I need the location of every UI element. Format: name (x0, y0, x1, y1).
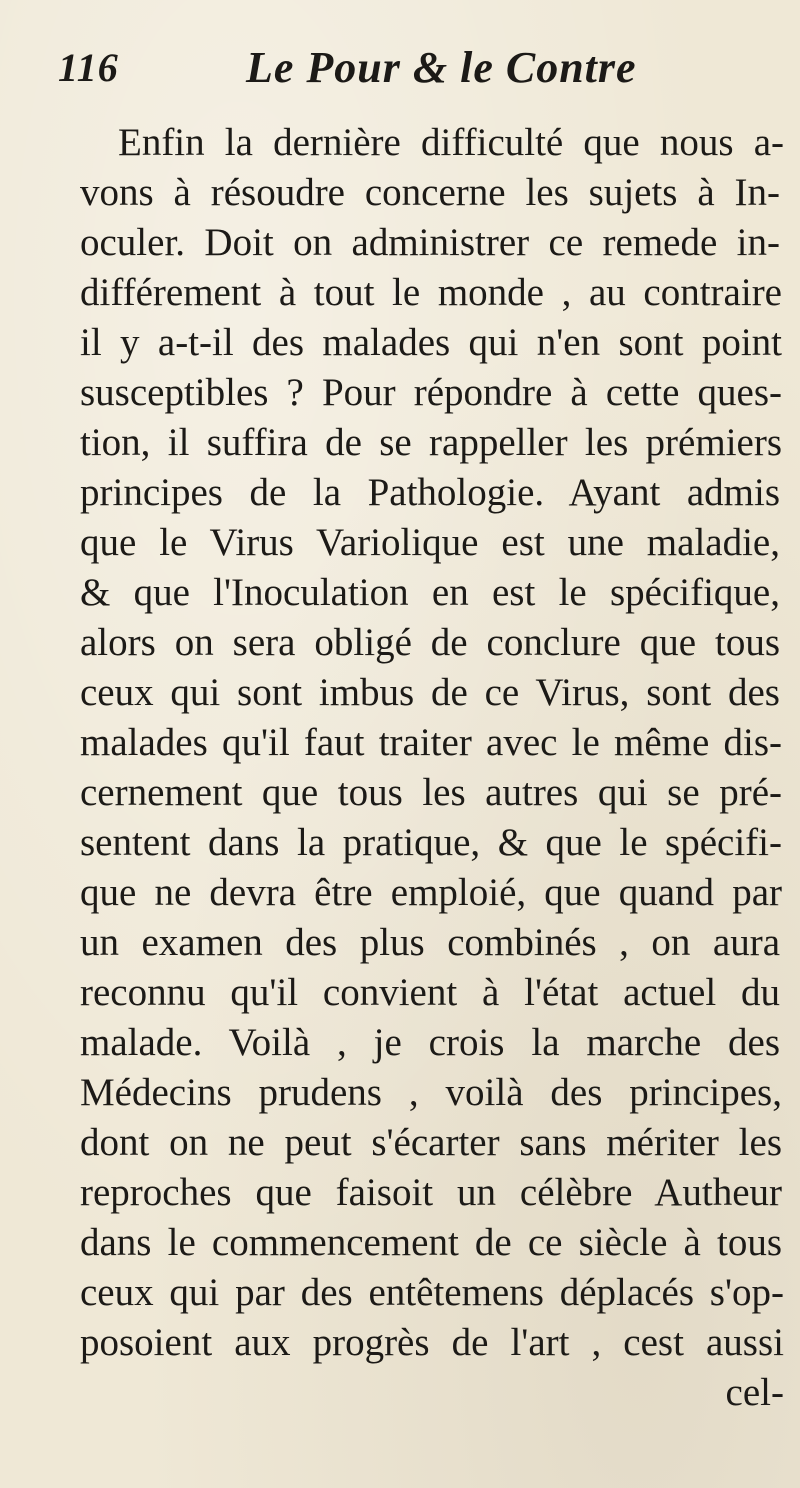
text-line: vons à résoudre concerne les sujets à In- (80, 171, 780, 214)
text-line: cernement que tous les autres qui se pré- (80, 771, 782, 814)
text-line: ceux qui sont imbus de ce Virus, sont des (80, 671, 780, 714)
text-line: reproches que faisoit un célèbre Autheur (80, 1171, 782, 1214)
page-header (0, 42, 800, 102)
text-line: susceptibles ? Pour répondre à cette ques- (80, 371, 782, 414)
text-line: tion, il suffira de se rappeller les prémiers (80, 421, 782, 464)
page-number: 116 (58, 45, 119, 90)
text-line: dans le commencement de ce siècle à tous (80, 1221, 782, 1264)
text-line: ceux qui par des entêtemens déplacés s'op- (80, 1271, 784, 1314)
text-line: Médecins prudens , voilà des principes, (80, 1071, 782, 1114)
text-line: malade. Voilà , je crois la marche des (80, 1021, 780, 1064)
text-line: & que l'Inoculation en est le spécifique, (80, 571, 780, 614)
catchword: cel- (725, 1371, 784, 1414)
text-line: différement à tout le monde , au contraire (80, 271, 782, 314)
text-line: sentent dans la pratique, & que le spécifi- (80, 821, 782, 864)
text-line: il y a-t-il des malades qui n'en sont point (80, 321, 782, 364)
text-line: alors on sera obligé de conclure que tous (80, 621, 780, 664)
text-line: malades qu'il faut traiter avec le même dis- (80, 721, 782, 764)
text-line: un examen des plus combinés , on aura (80, 921, 780, 964)
text-line: posoient aux progrès de l'art , cest aussi (80, 1321, 784, 1364)
text-line: que le Virus Variolique est une maladie, (80, 521, 780, 564)
text-line: dont on ne peut s'écarter sans mériter les (80, 1121, 782, 1164)
text-line: que ne devra être emploié, que quand par (80, 871, 782, 914)
text-line: reconnu qu'il convient à l'état actuel du (80, 971, 780, 1014)
text-line: oculer. Doit on administrer ce remede in- (80, 221, 780, 264)
text-line: principes de la Pathologie. Ayant admis (80, 471, 780, 514)
running-title: Le Pour & le Contre (246, 43, 637, 92)
text-line: Enfin la dernière difficulté que nous a- (118, 121, 784, 164)
